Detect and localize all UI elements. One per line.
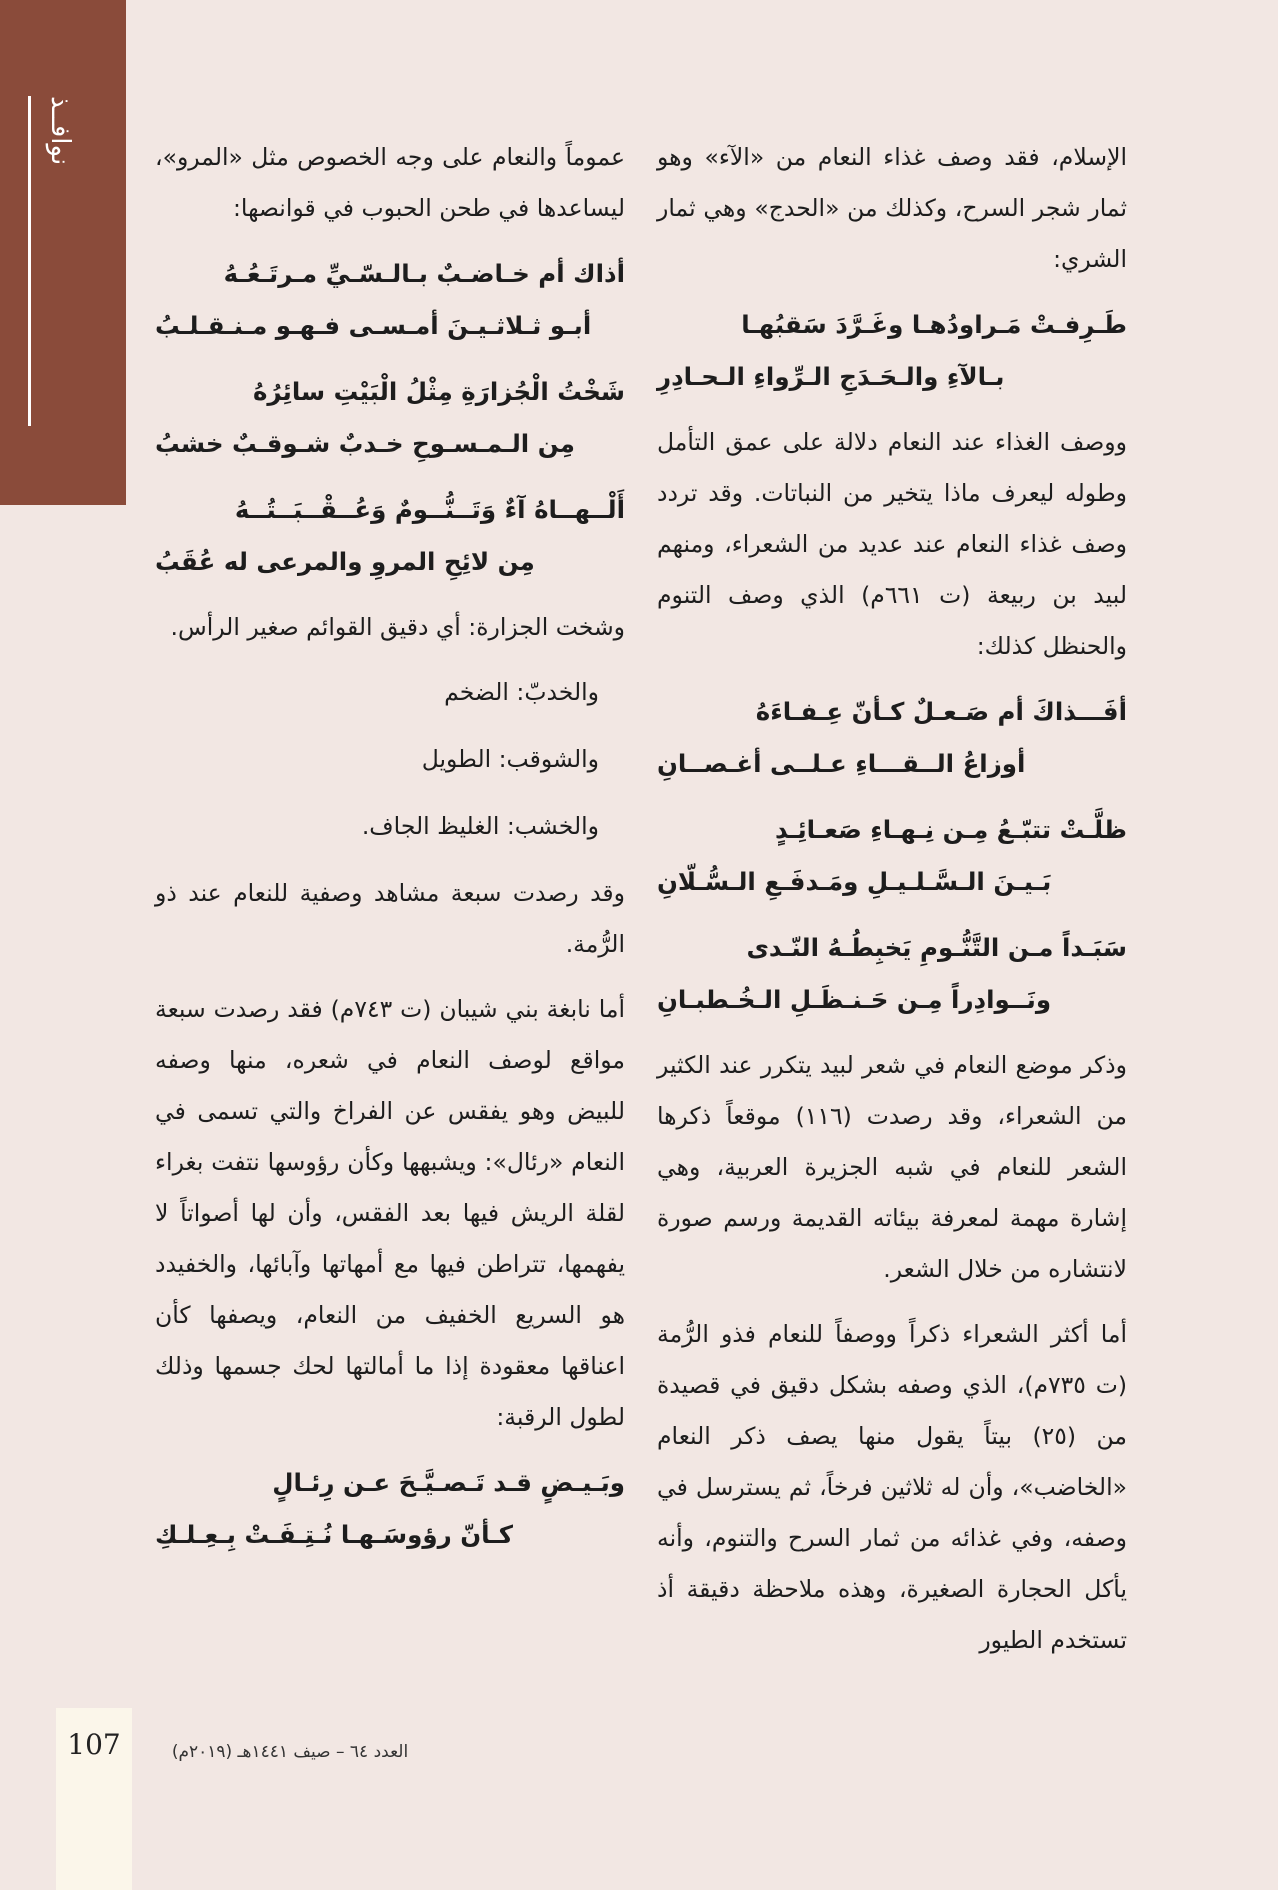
glossary-note: والشوقب: الطويل	[421, 745, 599, 773]
right-column	[657, 132, 1127, 1680]
paragraph: أما أكثر الشعراء ذكراً ووصفاً للنعام فذو الرُّمة (ت ٧٣٥م)، الذي وصفه بشكل دقيق في قصيدة من (٢٥) بيتاً يقول منها يصف ذكر النعام «الخاضب»، وأن له ثلاثين فرخاً، ثم يسترسل في وصفه، وفي غذائه من ثمار السرح والتنوم، وأنه يأكل الحجارة الصغيرة، وهذه ملاحظة دقيقة أذ تستخدم الطيور	[657, 1320, 1127, 1654]
verse-second-hemistich: أبـو ثـلاثـيـنَ أمـسـى فـهـو مـنـقـلـبُ	[155, 311, 592, 340]
section-tab-label: نوافــذ	[28, 96, 75, 426]
paragraph: ووصف الغذاء عند النعام دلالة على عمق التأمل وطوله ليعرف ماذا يتخير من النباتات. وقد تردد وصف غذاء النعام عند عديد من الشعراء، ومنهم لبيد بن ربيعة (ت ٦٦١م) الذي وصف التنوم والحنظل كذلك:	[657, 428, 1127, 660]
verse-second-hemistich: أوزاعُ الــقـــاءِ عـلــى أغـصــانِ	[657, 749, 1026, 778]
left-column	[155, 132, 625, 1575]
issue-info: العدد ٦٤ – صيف ١٤٤١هـ (٢٠١٩م)	[171, 1742, 409, 1762]
paragraph: وذكر موضع النعام في شعر لبيد يتكرر عند الكثير من الشعراء، وقد رصدت (١١٦) موقعاً ذكرها الشعر للنعام في شبه الجزيرة العربية، وهي إشارة مهمة لمعرفة بيئاته القديمة ورسم صورة لانتشاره من خلال الشعر.	[657, 1051, 1127, 1283]
verse-first-hemistich: وبَـيـضٍ قـد تَـصـيَّـحَ عـن رِئـالٍ	[272, 1468, 625, 1497]
verse-second-hemistich: كـأنّ رؤوسَـهـا نُـتِـفَـتْ بِـعِـلـكِ	[155, 1520, 513, 1549]
verse	[657, 686, 1127, 790]
verse	[155, 248, 625, 352]
paragraph: وقد رصدت سبعة مشاهد وصفية للنعام عند ذو الرُّمة.	[155, 879, 625, 958]
verse-second-hemistich: بَـيـنَ الـسَّـلـيـلِ ومَـدفَـعِ الـسُّـلّانِ	[657, 867, 1052, 896]
verse-second-hemistich: ونَــوادِراً مِـن حَـنـظَـلِ الـخُـطبـانِ	[657, 985, 1052, 1014]
page-number: 107	[67, 1728, 121, 1761]
verse-first-hemistich: أذاك أم خـاضـبٌ بـالـسّـيِّ مـرتَـعُـهُ	[223, 259, 625, 288]
verse-first-hemistich: سَبَـداً مـن التَّنُّـومِ يَخبِطُـهُ النّـدى	[746, 933, 1127, 962]
verse-second-hemistich: بـالآءِ والـحَـدَجِ الـرِّواءِ الـحـادِرِ	[657, 362, 1005, 391]
verse-first-hemistich: أفَـــذاكَ أم صَـعـلٌ كـأنّ عِـفـاءَهُ	[755, 697, 1127, 726]
paragraph: أما نابغة بني شيبان (ت ٧٤٣م) فقد رصدت سبعة مواقع لوصف النعام في شعره، منها وصفه للبيض وهو يفقس عن الفراخ والتي تسمى في النعام «رئال»: ويشبهها وكأن رؤوسها نتفت بغراء لقلة الريش فيها بعد الفقس، وأن لها أصواتاً لا يفهمها، تتراطن فيها مع أمهاتها وآبائها، والخفيدد هو السريع الخفيف من النعام، ويصفها كأن اعناقها معقودة إذا ما أمالتها لحك جسمها وذلك لطول الرقبة:	[155, 995, 625, 1431]
section-tab	[0, 0, 126, 505]
paragraph: وشخت الجزارة: أي دقيق القوائم صغير الرأس.	[170, 613, 625, 641]
verse-first-hemistich: طَـرِفـتْ مَـراودُهـا وغَـرَّدَ سَقبُهـا	[741, 310, 1127, 339]
verse	[657, 299, 1127, 403]
verse-first-hemistich: أَلْــهــاهُ آءٌ وَتَــنُّــومٌ وَعُــقْــبَــتُــهُ	[234, 495, 625, 524]
paragraph: الإسلام، فقد وصف غذاء النعام من «الآء» وهو ثمار شجر السرح، وكذلك من «الحدج» وهي ثمار الشري:	[657, 143, 1127, 273]
glossary-note: والخدبّ: الضخم	[444, 678, 599, 706]
paragraph: عموماً والنعام على وجه الخصوص مثل «المرو»، ليساعدها في طحن الحبوب في قوانصها:	[155, 143, 625, 222]
verse	[657, 922, 1127, 1026]
verse	[155, 366, 625, 470]
verse-first-hemistich: ظلَّـتْ تتبّـعُ مِـن نِـهـاءِ صَعـائِـدٍ	[774, 815, 1127, 844]
verse-first-hemistich: شَخْتُ الْجُزارَةِ مِثْلُ الْبَيْتِ سائِرُهُ	[252, 377, 625, 406]
glossary-note: والخشب: الغليظ الجاف.	[361, 812, 599, 840]
verse-second-hemistich: مِن لائِحِ المروِ والمرعى له عُقَبُ	[155, 547, 535, 576]
verse	[657, 804, 1127, 908]
verse	[155, 1457, 625, 1561]
verse-second-hemistich: مِن الـمـسـوحِ خـدبٌ شـوقـبٌ خشبُ	[155, 429, 575, 458]
verse	[155, 484, 625, 588]
